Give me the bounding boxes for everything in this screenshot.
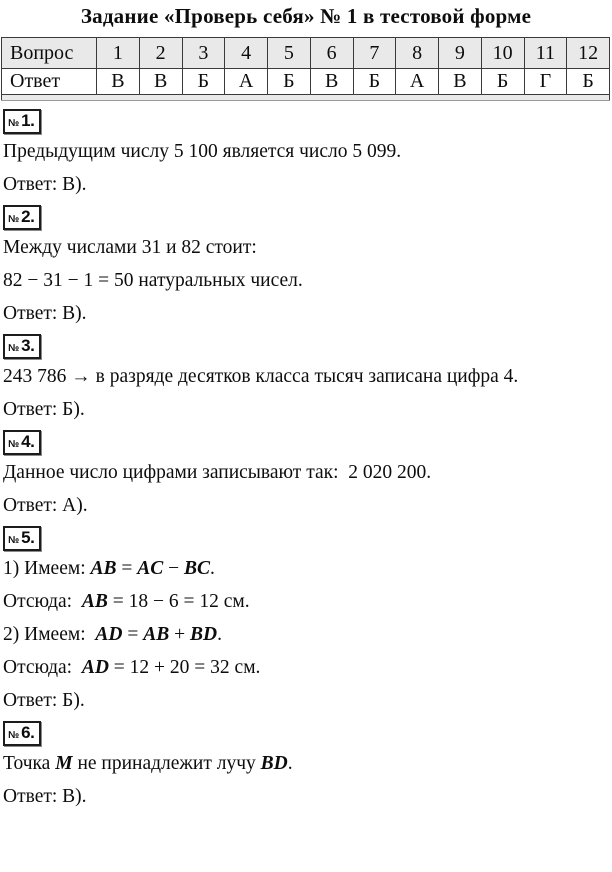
badge-row xyxy=(3,721,612,746)
question-cell: 3 xyxy=(182,38,225,69)
question-cell: 4 xyxy=(225,38,268,69)
answer-line: Ответ: В). xyxy=(3,174,87,195)
solution-section xyxy=(3,205,612,326)
solution-line xyxy=(3,622,612,647)
text-segment: Предыдущим числу 5 100 является число 5 099. xyxy=(3,141,402,162)
answer-row xyxy=(2,69,610,95)
badge-row xyxy=(3,526,612,551)
answer-line: Ответ: Б). xyxy=(3,399,85,420)
text-segment: 82 − 31 − 1 = 50 натуральных чисел. xyxy=(3,270,303,291)
text-segment: Между числами 31 и 82 стоит: xyxy=(3,237,257,258)
text-segment: 2) Имеем: xyxy=(3,624,96,645)
problem-number-badge xyxy=(3,205,41,230)
solution-section xyxy=(3,109,612,197)
solution-section xyxy=(3,430,612,518)
table-bottom-strip-cell xyxy=(2,95,610,101)
answer-cell: А xyxy=(225,69,268,95)
badge-row xyxy=(3,430,612,455)
text-segment: Отсюда: xyxy=(3,657,82,678)
text-segment: . xyxy=(210,558,215,579)
answer-cell: Г xyxy=(524,69,567,95)
question-cell: 2 xyxy=(139,38,182,69)
answer-cell: Б xyxy=(353,69,396,95)
math-variable: M xyxy=(55,753,73,774)
solution-page xyxy=(0,3,612,872)
solution-section xyxy=(3,721,612,809)
text-segment: = xyxy=(122,624,144,645)
text-segment: Данное число цифрами записывают так: 2 020 200. xyxy=(3,462,432,483)
solution-line xyxy=(3,139,612,164)
text-segment: + xyxy=(169,624,190,645)
answer-line: Ответ: Б). xyxy=(3,690,85,711)
numero-sign: № xyxy=(8,343,20,354)
solution-line xyxy=(3,235,612,260)
math-variable: AD xyxy=(95,624,123,645)
problem-number: 1. xyxy=(21,111,35,130)
question-cell: 12 xyxy=(567,38,610,69)
numero-sign: № xyxy=(8,118,20,129)
math-variable: AB xyxy=(90,558,117,579)
numero-sign: № xyxy=(8,214,20,225)
math-variable: BD xyxy=(260,753,288,774)
problem-number-badge xyxy=(3,334,41,359)
numero-sign: № xyxy=(8,439,20,450)
math-variable: BD xyxy=(189,624,218,645)
text-segment: Точка xyxy=(3,753,56,774)
answer-cell: В xyxy=(310,69,353,95)
problem-number: 6. xyxy=(21,723,35,742)
text-segment: − xyxy=(163,558,185,579)
math-variable: AD xyxy=(81,657,109,678)
badge-row xyxy=(3,109,612,134)
numero-sign: № xyxy=(8,535,20,546)
problem-number-badge xyxy=(3,526,41,551)
question-cell: 8 xyxy=(396,38,439,69)
text-segment: = 12 + 20 = 32 см. xyxy=(108,657,261,678)
problem-number: 3. xyxy=(21,336,35,355)
answer-line: Ответ: В). xyxy=(3,786,87,807)
solution-line xyxy=(3,364,612,389)
problem-number: 2. xyxy=(21,207,35,226)
solution-section xyxy=(3,334,612,422)
question-cell: 5 xyxy=(268,38,311,69)
question-cell: 7 xyxy=(353,38,396,69)
solution-line xyxy=(3,655,612,680)
solution-line xyxy=(3,268,612,293)
badge-row xyxy=(3,205,612,230)
text-segment: 243 786 → в разряде десятков класса тысяч записана цифра 4. xyxy=(3,366,519,387)
answer-cell: Б xyxy=(481,69,524,95)
problem-number-badge xyxy=(3,430,41,455)
question-row xyxy=(2,38,610,69)
solution-line xyxy=(3,751,612,776)
solution-line xyxy=(3,460,612,485)
question-cell: 11 xyxy=(524,38,567,69)
math-variable: BC xyxy=(184,558,211,579)
question-cell: 6 xyxy=(310,38,353,69)
answer-cell: Б xyxy=(182,69,225,95)
problem-number-badge xyxy=(3,721,41,746)
text-segment: . xyxy=(217,624,222,645)
math-variable: AC xyxy=(137,558,164,579)
solution-line xyxy=(3,589,612,614)
text-segment: Отсюда: xyxy=(3,591,82,612)
text-segment: 1) Имеем: xyxy=(3,558,91,579)
answer-cell: А xyxy=(396,69,439,95)
answers-table xyxy=(1,37,610,101)
question-cell: 9 xyxy=(439,38,482,69)
solution-line xyxy=(3,556,612,581)
badge-row xyxy=(3,334,612,359)
question-cell: 10 xyxy=(481,38,524,69)
answer-cell: Б xyxy=(567,69,610,95)
problem-number: 4. xyxy=(21,432,35,451)
problem-number-badge xyxy=(3,109,41,134)
answer-cell: Б xyxy=(268,69,311,95)
text-segment: . xyxy=(287,753,293,774)
answer-row-label: Ответ xyxy=(2,69,97,95)
solution-section xyxy=(3,526,612,713)
text-segment: не принадлежит лучу xyxy=(72,753,261,774)
numero-sign: № xyxy=(8,730,20,741)
answer-cell: В xyxy=(97,69,140,95)
answer-cell: В xyxy=(439,69,482,95)
text-segment: = 18 − 6 = 12 см. xyxy=(107,591,250,612)
question-cell: 1 xyxy=(97,38,140,69)
answer-cell: В xyxy=(139,69,182,95)
problem-number: 5. xyxy=(21,528,35,547)
solutions-container xyxy=(0,109,612,809)
math-variable: AB xyxy=(81,591,108,612)
question-row-label: Вопрос xyxy=(2,38,97,69)
answer-line: Ответ: А). xyxy=(3,495,88,516)
text-segment: = xyxy=(116,558,138,579)
math-variable: AB xyxy=(143,624,170,645)
page-title: Задание «Проверь себя» № 1 в тестовой форме xyxy=(80,4,532,28)
answer-line: Ответ: В). xyxy=(3,303,87,324)
table-bottom-strip xyxy=(2,95,610,101)
